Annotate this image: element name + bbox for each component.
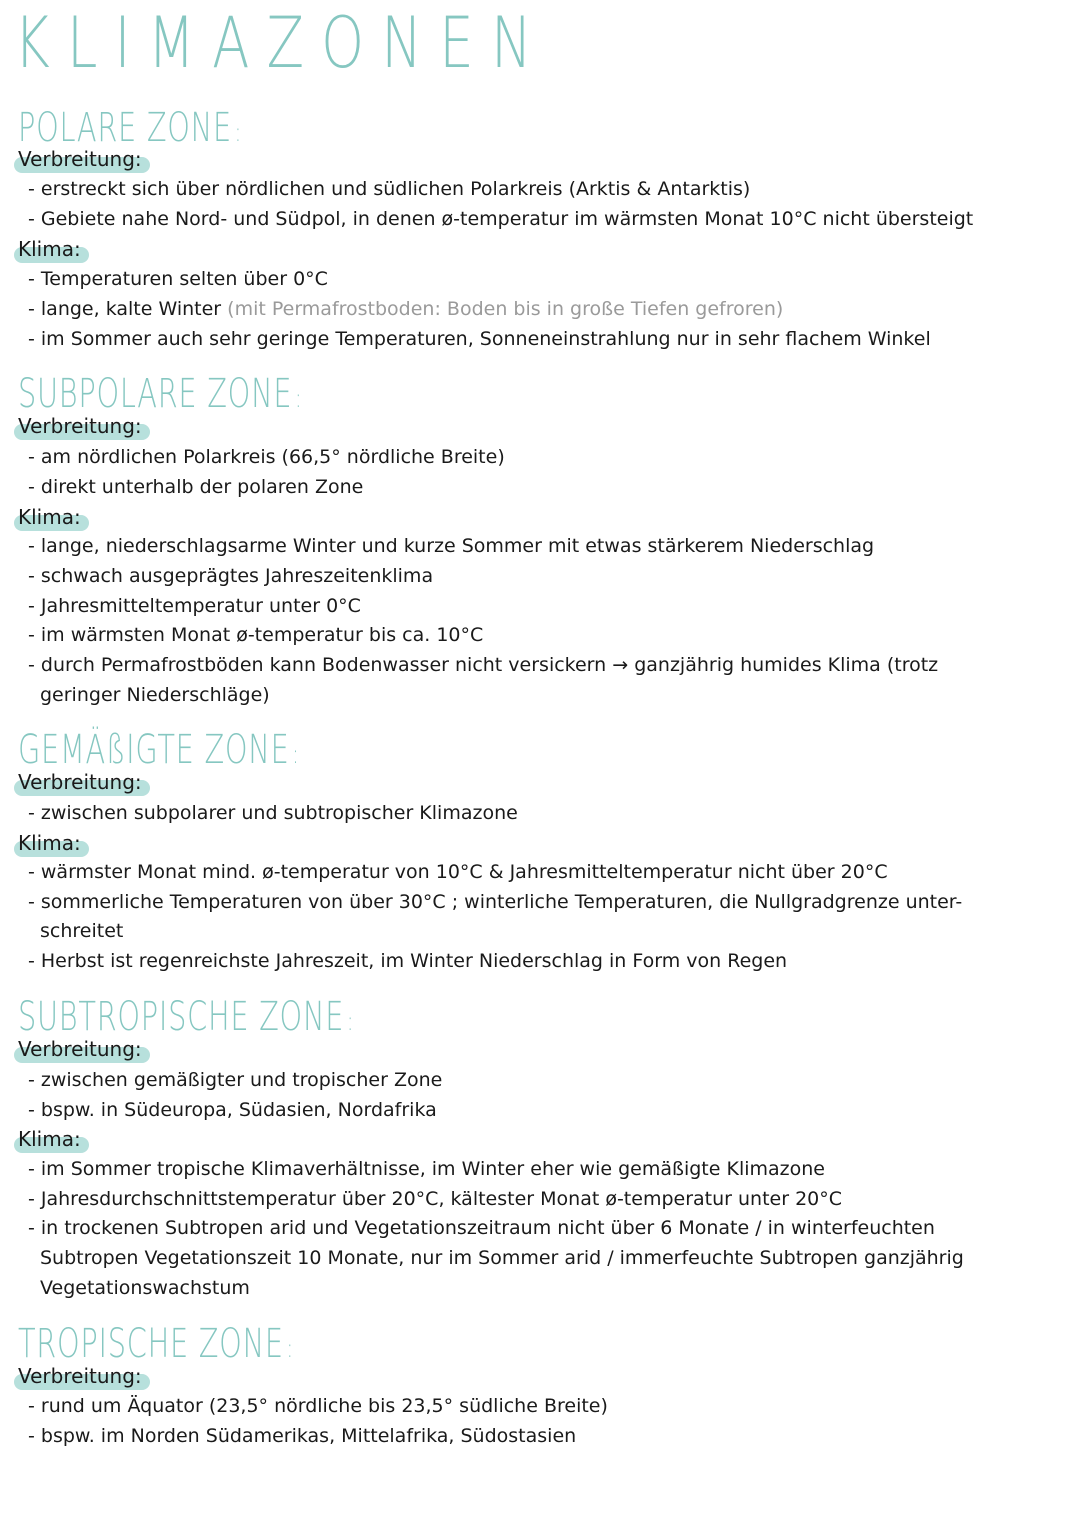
verbreitung-label: Verbreitung: — [18, 414, 142, 438]
list-item: - lange, niederschlagsarme Winter und kurze Sommer mit etwas stärkerem Niederschlag — [28, 535, 875, 557]
list-item: schreitet — [40, 920, 124, 942]
zone-title-subtropical: SUBTROPISCHE ZONE : — [18, 994, 355, 1040]
zone-title-tropical: TROPISCHE ZONE : — [18, 1321, 294, 1367]
zone-title-polar: POLARE ZONE : — [18, 105, 242, 151]
list-item: - im Sommer tropische Klimaverhältnisse, im Winter eher wie gemäßigte Klimazone — [28, 1158, 825, 1180]
list-item: - Jahresmitteltemperatur unter 0°C — [28, 595, 361, 617]
verbreitung-label: Verbreitung: — [18, 147, 142, 171]
list-item: - lange, kalte Winter (mit Permafrostboden: Boden bis in große Tiefen gefroren) — [28, 298, 784, 320]
list-item: - bspw. in Südeuropa, Südasien, Nordafrika — [28, 1099, 437, 1121]
list-item: - Temperaturen selten über 0°C — [28, 268, 328, 290]
list-item: - schwach ausgeprägtes Jahreszeitenklima — [28, 565, 434, 587]
list-item: - in trockenen Subtropen arid und Vegetationszeitraum nicht über 6 Monate / in winterfeuchten — [28, 1217, 935, 1239]
list-item: - Jahresdurchschnittstemperatur über 20°C, kältester Monat ø-temperatur unter 20°C — [28, 1188, 843, 1210]
list-item: - im wärmsten Monat ø-temperatur bis ca. 10°C — [28, 624, 484, 646]
list-item: - Gebiete nahe Nord- und Südpol, in denen ø-temperatur im wärmsten Monat 10°C nicht übersteigt — [28, 208, 974, 230]
verbreitung-label: Verbreitung: — [18, 1364, 142, 1388]
list-item: - sommerliche Temperaturen von über 30°C ; winterliche Temperaturen, die Nullgradgrenze unter- — [28, 891, 963, 913]
permafrost-note: (mit Permafrostboden: Boden bis in große Tiefen gefroren) — [227, 298, 784, 320]
zone-title-subpolar: SUBPOLARE ZONE : — [18, 371, 303, 417]
klima-label: Klima: — [18, 831, 81, 855]
list-item: - durch Permafrostböden kann Bodenwasser nicht versickern → ganzjährig humides Klima (trotz — [28, 654, 939, 676]
list-item: - erstreckt sich über nördlichen und südlichen Polarkreis (Arktis & Antarktis) — [28, 178, 751, 200]
zone-title-temperate: GEMÄßIGTE ZONE : — [18, 727, 300, 773]
list-item: - direkt unterhalb der polaren Zone — [28, 476, 364, 498]
list-item: - Herbst ist regenreichste Jahreszeit, im Winter Niederschlag in Form von Regen — [28, 950, 788, 972]
list-item: - zwischen gemäßigter und tropischer Zone — [28, 1069, 443, 1091]
verbreitung-label: Verbreitung: — [18, 1037, 142, 1061]
list-item: - im Sommer auch sehr geringe Temperaturen, Sonneneinstrahlung nur in sehr flachem Winkel — [28, 328, 931, 350]
list-item: - am nördlichen Polarkreis (66,5° nördliche Breite) — [28, 446, 505, 468]
list-item: - wärmster Monat mind. ø-temperatur von 10°C & Jahresmitteltemperatur nicht über 20°C — [28, 861, 888, 883]
list-item: - bspw. im Norden Südamerikas, Mittelafrika, Südostasien — [28, 1425, 577, 1447]
list-item: Subtropen Vegetationszeit 10 Monate, nur im Sommer arid / immerfeuchte Subtropen ganzjährig — [40, 1247, 964, 1269]
page-title: KLIMAZONEN — [14, 2, 549, 84]
klima-label: Klima: — [18, 1127, 81, 1151]
list-item: - rund um Äquator (23,5° nördliche bis 23,5° südliche Breite) — [28, 1395, 608, 1417]
list-item: - zwischen subpolarer und subtropischer Klimazone — [28, 802, 518, 824]
list-item: Vegetationswachstum — [40, 1277, 250, 1299]
klima-label: Klima: — [18, 505, 81, 529]
klima-label: Klima: — [18, 237, 81, 261]
list-item: geringer Niederschläge) — [40, 684, 270, 706]
verbreitung-label: Verbreitung: — [18, 770, 142, 794]
